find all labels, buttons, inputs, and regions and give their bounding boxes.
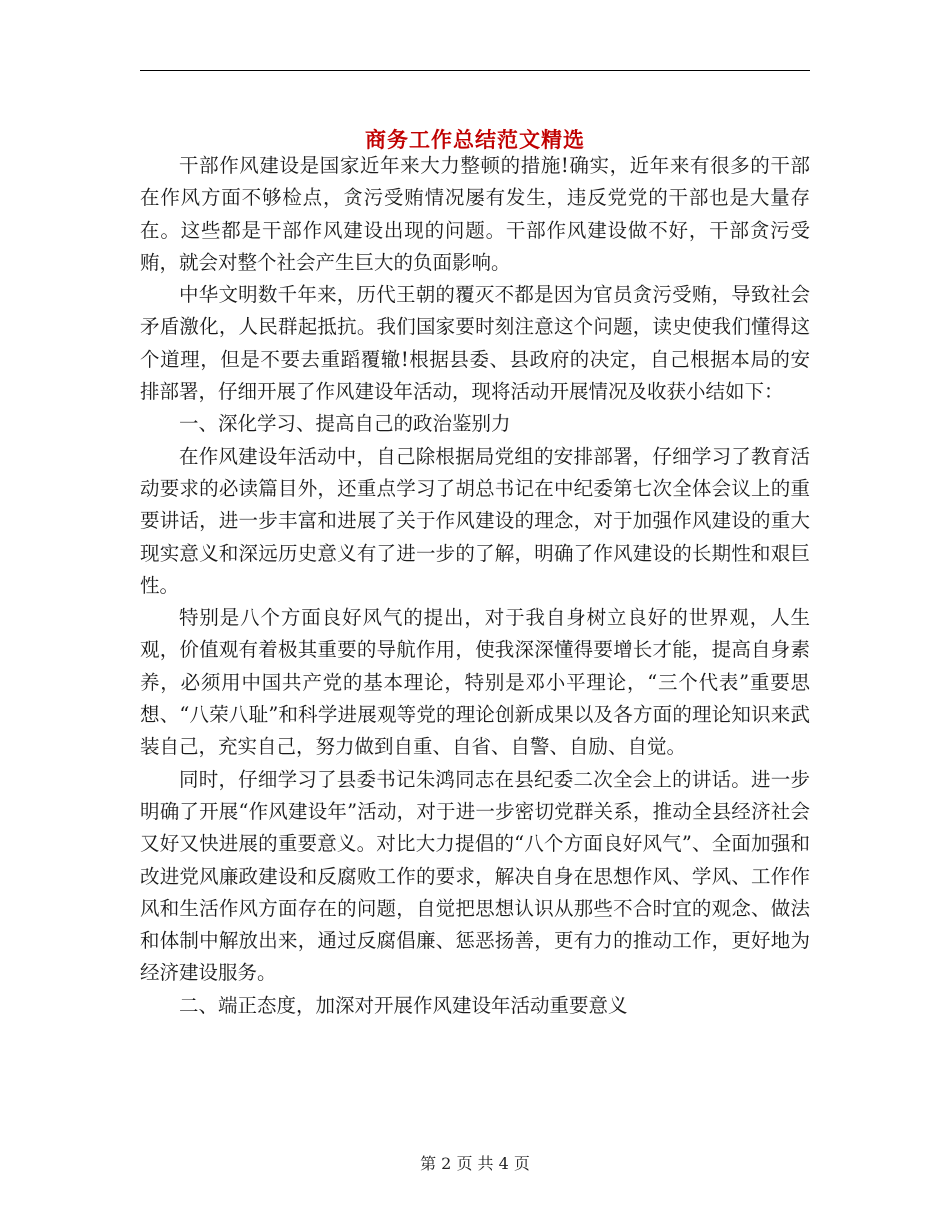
paragraph-history: 中华文明数千年来，历代王朝的覆灭不都是因为官员贪污受贿，导致社会矛盾激化，人民群起抵抗。我们国家要时刻注意这个问题，读史使我们懂得这个道理，但是不要去重蹈覆辙!根据县委、县政府的决定，自己根据本局的安排部署，仔细开展了作风建设年活动，现将活动开展情况及收获小结如下： bbox=[140, 283, 810, 404]
section-heading-2: 二、端正态度，加深对开展作风建设年活动重要意义 bbox=[179, 993, 628, 1017]
paragraph-county-speech: 同时，仔细学习了县委书记朱鸿同志在县纪委二次全会上的讲话。进一步明确了开展“作风建设年”活动，对于进一步密切党群关系，推动全县经济社会又好又快进展的重要意义。对比大力提倡的“八个方面良好风气”、全面加强和改进党风廉政建设和反腐败工作的要求，解决自身在思想作风、学风、工作作风和生活作风方面存在的问题，自觉把思想认识从那些不合时宜的观念、做法和体制中解放出来，通过反腐倡廉、惩恶扬善，更有力的推动工作，更好地为经济建设服务。 bbox=[140, 767, 810, 985]
page-number-footer: 第 2 页 共 4 页 bbox=[420, 1154, 530, 1173]
paragraph-eight-aspects: 特别是八个方面良好风气的提出，对于我自身树立良好的世界观，人生观，价值观有着极其重要的导航作用，使我深深懂得要增长才能，提高自身素养，必须用中国共产党的基本理论，特别是邓小平理论，“三个代表”重要思想、“八荣八耻”和科学进展观等党的理论创新成果以及各方面的理论知识来武装自己，充实自己，努力做到自重、自省、自警、自励、自觉。 bbox=[140, 606, 810, 759]
header-rule bbox=[140, 70, 810, 71]
section-heading-1: 一、深化学习、提高自己的政治鉴别力 bbox=[179, 412, 511, 436]
paragraph-intro: 干部作风建设是国家近年来大力整顿的措施!确实，近年来有很多的干部在作风方面不够检点，贪污受贿情况屡有发生，违反党党的干部也是大量存在。这些都是干部作风建设出现的问题。干部作风建设做不好，干部贪污受贿，就会对整个社会产生巨大的负面影响。 bbox=[140, 154, 810, 274]
paragraph-study: 在作风建设年活动中，自己除根据局党组的安排部署，仔细学习了教育活动要求的必读篇目外，还重点学习了胡总书记在中纪委第七次全体会议上的重要讲话，进一步丰富和进展了关于作风建设的理念，对于加强作风建设的重大现实意义和深远历史意义有了进一步的了解，明确了作风建设的长期性和艰巨性。 bbox=[140, 444, 810, 597]
document-title: 商务工作总结范文精选 bbox=[365, 128, 585, 153]
document-body bbox=[140, 150, 810, 1022]
